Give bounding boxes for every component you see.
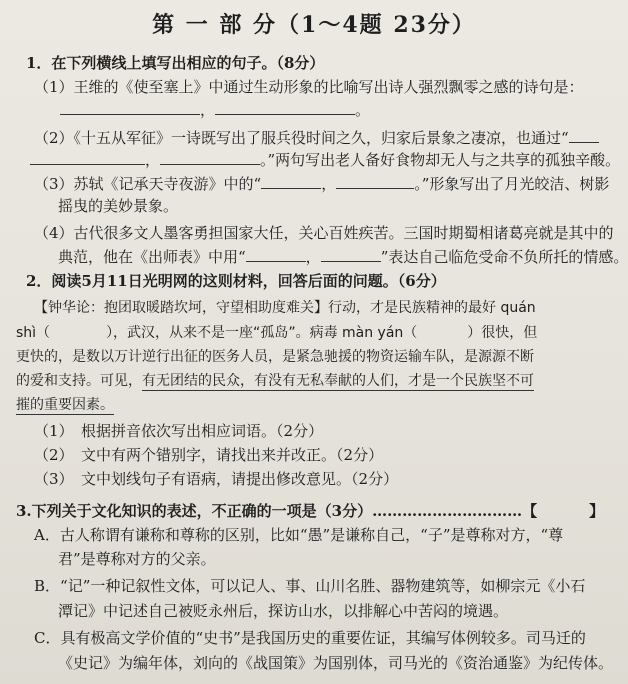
section-title: 第 一 部 分（1～4题 23分） <box>152 12 476 38</box>
answer-blank[interactable] <box>261 172 321 189</box>
q2-material-line1: 【钟华论：抱团取暖踏坎坷，守望相助度难关】行动，才是民族精神的最好 quán <box>34 300 536 316</box>
answer-blank[interactable] <box>160 148 260 165</box>
q3-option-b-line1: B．“记”一种记叙性文体，可以记人、事、山川名胜、器物建筑等，如柳宗元《小石 <box>34 577 586 595</box>
q2-material-line3: 更快的，是数以万计逆行出征的医务人员，是紧急驰援的物资运输车队，是源源不断 <box>16 349 534 365</box>
q2-material-line4: 的爱和支持。可见，有无团结的民众，有没有无私奉献的人们，才是一个民族坚不可 <box>16 373 534 389</box>
underlined-sentence: 有无团结的民众，有没有无私奉献的人们，才是一个民族坚不可 <box>142 373 534 389</box>
q1-p2-line1: （2）《十五从军征》一诗既写出了服兵役时间之久，归家后景象之凄凉，也通过“ <box>34 126 599 149</box>
q2-sub2: （2） 文中有两个错别字，请找出来并改正。（2分） <box>34 446 384 464</box>
q3-stem: 3.下列关于文化知识的表述，不正确的一项是（3分）…………………………【 】 <box>16 502 605 520</box>
q2-material-line2: shì（ ），武汉，从来不是一座“孤岛”。病毒 màn yán（ ）很快，但 <box>16 325 538 341</box>
answer-blank[interactable] <box>336 172 414 189</box>
q2-material-line5 <box>16 394 114 416</box>
q1-p3-line1: （3）苏轼《记承天寺夜游》中的“ ， 。”形象写出了月光皎洁、树影 <box>34 172 609 195</box>
answer-blank[interactable] <box>60 98 200 115</box>
answer-blank[interactable] <box>246 245 306 262</box>
answer-blank[interactable] <box>569 126 599 143</box>
q3-option-a-line2: 君”是尊称对方的父亲。 <box>58 550 216 568</box>
q3-option-b-line2: 潭记》中记述自己被贬永州后，探访山水，以排解心中苦闷的境遇。 <box>58 602 509 620</box>
answer-blank[interactable] <box>215 98 355 115</box>
answer-blank[interactable] <box>30 148 145 165</box>
q1-p4-line1: （4）古代很多文人墨客勇担国家大任，关心百姓疾苦。三国时期蜀相诸葛亮就是其中的 <box>34 224 614 242</box>
q3-option-a-line1: A．古人称谓有谦称和尊称的区别，比如“愚”是谦称自己，“子”是尊称对方，“尊 <box>34 526 564 544</box>
answer-blank[interactable] <box>321 245 381 262</box>
q1-p4-line2: 典范，他在《出师表》中用“ ， ”表达自己临危受命不负所托的情感。 <box>58 245 628 268</box>
q1-p2-line2: ， 。”两句写出老人备好食物却无人与之共享的孤独辛酸。 <box>30 148 620 171</box>
q2-sub3: （3） 文中划线句子有语病，请提出修改意见。（2分） <box>34 470 399 488</box>
q3-option-c-line1: C．具有极高文学价值的“史书”是我国历史的重要佐证，其编写体例较多。司马迁的 <box>34 629 586 647</box>
q1-p1-line2: ， 。 <box>60 98 370 121</box>
q1-p3-line2: 摇曳的美妙景象。 <box>58 197 179 215</box>
q2-stem: 2．阅读5月11日光明网的这则材料，回答后面的问题。（6分） <box>26 272 446 290</box>
q1-stem: 1．在下列横线上填写出相应的句子。（8分） <box>26 54 325 72</box>
q1-p1-line1: （1）王维的《使至塞上》中通过生动形象的比喻写出诗人强烈飘零之感的诗句是： <box>34 78 584 96</box>
q3-option-c-line2: 《史记》为编年体，刘向的《战国策》为国别体，司马光的《资治通鉴》为纪传体。 <box>58 654 614 672</box>
q2-sub1: （1） 根据拼音依次写出相应词语。（2分） <box>34 422 324 440</box>
underlined-sentence: 摧的重要因素。 <box>16 397 114 413</box>
